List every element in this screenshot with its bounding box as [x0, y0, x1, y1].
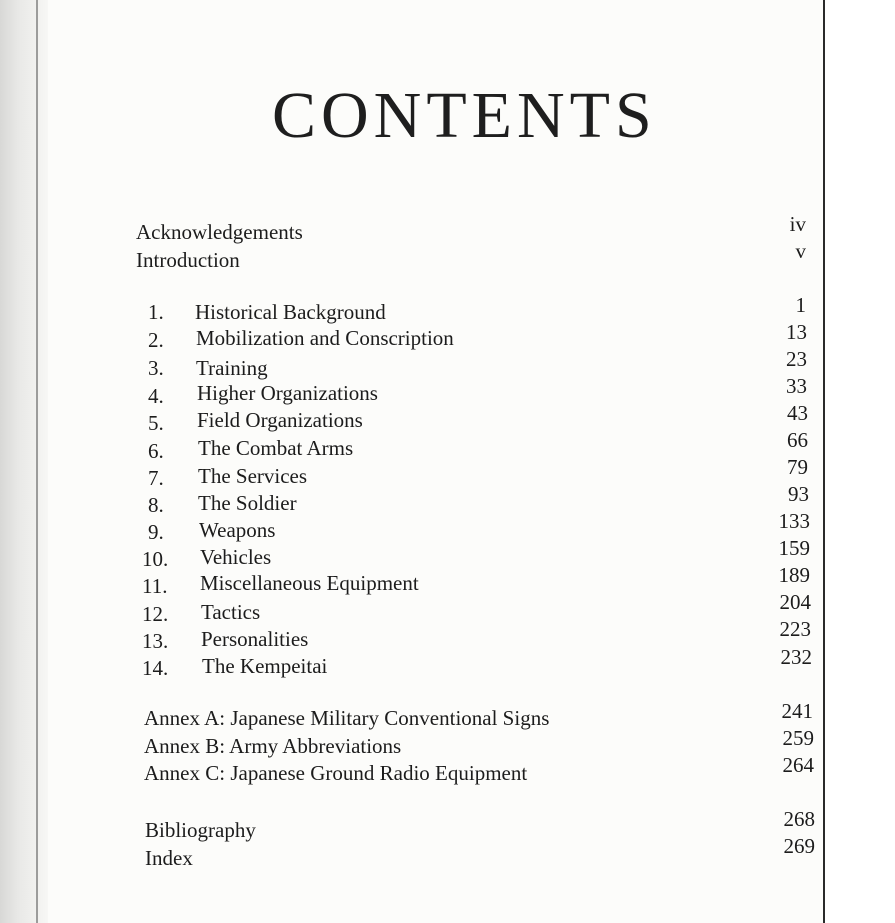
- chapter-page: 1: [795, 293, 806, 317]
- chapter-number: 13.: [142, 629, 169, 653]
- chapter-number: 11.: [142, 574, 168, 598]
- chapter-title: Higher Organizations: [197, 381, 378, 405]
- chapter-title: The Kempeitai: [202, 654, 328, 678]
- chapter-number: 14.: [142, 656, 169, 680]
- toc-page-annex-c: 264: [782, 753, 814, 777]
- chapter-number: 7.: [148, 466, 164, 490]
- binding-edge: [36, 0, 38, 923]
- toc-page-acknowledgements: iv: [789, 212, 806, 236]
- chapter-number: 2.: [148, 328, 164, 352]
- chapter-title: Mobilization and Conscription: [196, 326, 454, 350]
- chapter-title: Training: [196, 356, 268, 380]
- chapter-title: Field Organizations: [197, 408, 363, 432]
- chapter-page: 43: [787, 401, 808, 425]
- chapter-page: 33: [786, 374, 807, 398]
- chapter-number: 3.: [148, 356, 164, 380]
- chapter-title: Weapons: [199, 518, 276, 542]
- chapter-page: 204: [779, 590, 811, 614]
- chapter-number: 8.: [148, 493, 164, 517]
- toc-entry-index: Index: [145, 846, 193, 870]
- chapter-page: 23: [786, 347, 807, 371]
- toc-page-annex-b: 259: [782, 726, 814, 750]
- toc-page-bibliography: 268: [783, 807, 815, 831]
- page-right-edge: [823, 0, 825, 923]
- chapter-page: 189: [778, 563, 810, 587]
- chapter-title: Historical Background: [195, 300, 386, 324]
- chapter-title: The Services: [198, 464, 308, 488]
- toc-entry-annex-b: Annex B: Army Abbreviations: [144, 734, 402, 758]
- chapter-page: 66: [787, 428, 808, 452]
- chapter-page: 133: [778, 509, 810, 533]
- chapter-number: 5.: [148, 411, 164, 435]
- background-outside-page: [825, 0, 895, 923]
- chapter-title: The Combat Arms: [198, 436, 354, 460]
- chapter-page: 223: [779, 617, 811, 641]
- toc-entry-introduction: Introduction: [136, 248, 240, 272]
- binding-shadow: [0, 0, 48, 923]
- chapter-page: 13: [786, 320, 807, 344]
- chapter-title: Miscellaneous Equipment: [200, 571, 419, 595]
- chapter-title: Tactics: [201, 600, 261, 624]
- chapter-title: Personalities: [201, 627, 309, 651]
- chapter-number: 9.: [148, 520, 164, 544]
- chapter-page: 232: [780, 645, 812, 669]
- toc-entry-acknowledgements: Acknowledgements: [136, 220, 303, 244]
- toc-entry-annex-a: Annex A: Japanese Military Conventional Signs: [144, 706, 550, 730]
- chapter-page: 79: [787, 455, 808, 479]
- toc-page-introduction: v: [795, 239, 806, 263]
- chapter-page: 159: [778, 536, 810, 560]
- page-title: CONTENTS: [272, 79, 657, 152]
- chapter-number: 4.: [148, 384, 164, 408]
- toc-entry-bibliography: Bibliography: [145, 818, 256, 842]
- toc-entry-annex-c: Annex C: Japanese Ground Radio Equipment: [144, 761, 528, 785]
- chapter-number: 12.: [142, 602, 169, 626]
- toc-page-annex-a: 241: [781, 699, 813, 723]
- chapter-number: 6.: [148, 439, 164, 463]
- chapter-title: The Soldier: [198, 491, 297, 515]
- toc-page-index: 269: [783, 834, 815, 858]
- chapter-page: 93: [788, 482, 809, 506]
- chapter-number: 1.: [148, 300, 164, 324]
- chapter-title: Vehicles: [200, 545, 272, 569]
- chapter-number: 10.: [142, 547, 169, 571]
